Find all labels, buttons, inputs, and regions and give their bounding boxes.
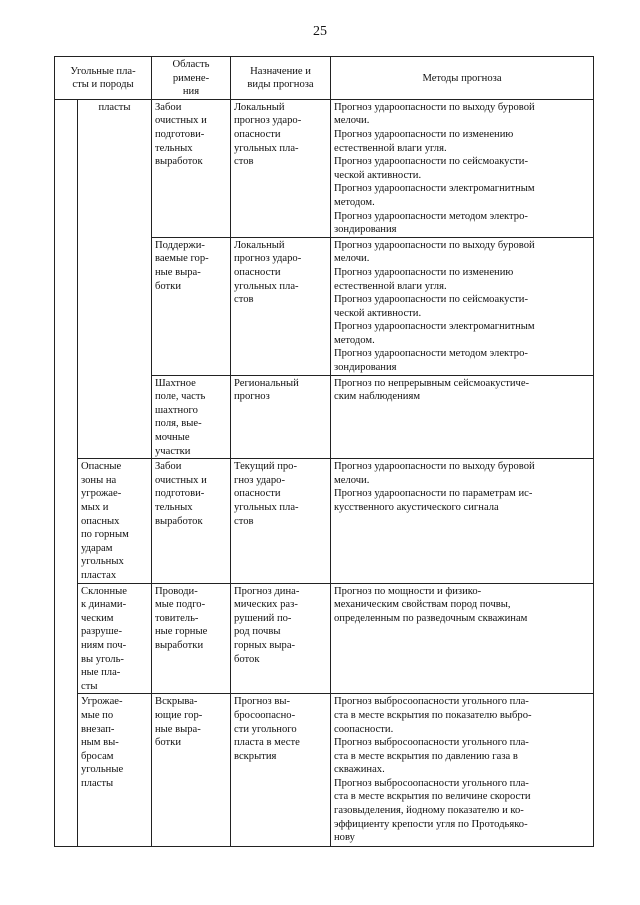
cell-area: Поддержи- ваемые гор- ные выра- ботки [152, 237, 231, 375]
cell-methods: Прогноз удароопасности по выходу буровой мелочи. Прогноз удароопасности по изменению естественной влаги угля. Прогноз удароопасности по сейсмоакусти- ческой активности. Прогноз удароопасности электромагнитным методом. Прогноз удароопасности методом электро- зондирования [331, 99, 594, 237]
cell-methods: Прогноз удароопасности по выходу буровой мелочи. Прогноз удароопасности по параметрам ис- кусственного акустического сигнала [331, 459, 594, 583]
cell-purpose: Прогноз дина- мических раз- рушений по- род почвы горных выра- боток [231, 583, 331, 694]
cell-seams: Опасные зоны на угрожае- мых и опасных по горным ударам угольных пластах [78, 459, 152, 583]
table-row [55, 459, 594, 583]
page-number: 25 [313, 24, 327, 39]
cell-methods: Прогноз по непрерывным сейсмоакустиче- ским наблюдениям [331, 375, 594, 459]
cell-methods: Прогноз выбросоопасности угольного пла- ста в месте вскрытия по показателю выбро- соопасности. Прогноз выбросоопасности угольного пла- ста в месте вскрытия по давлению газа в скважинах. Прогноз выбросоопасности угольного пла- ста в месте вскрытия по величине скорости газовыделения, йодному показателю и ко- эффициенту крепости угля по Протодьяко- нову [331, 694, 594, 847]
table-row [55, 583, 594, 694]
cell-methods: Прогноз по мощности и физико- механическим свойствам пород почвы, определенным по разведочным скважинам [331, 583, 594, 694]
forecast-methods-table [54, 56, 594, 847]
cell-area: Забои очистных и подготови- тельных выработок [152, 99, 231, 237]
cell-purpose: Региональный прогноз [231, 375, 331, 459]
cell-seams: Угрожае- мые по внезап- ным вы- бросам угольные пласты [78, 694, 152, 847]
header-methods: Методы прогноза [331, 57, 594, 100]
cell-methods: Прогноз удароопасности по выходу буровой мелочи. Прогноз удароопасности по изменению естественной влаги угля. Прогноз удароопасности по сейсмоакусти- ческой активности. Прогноз удароопасности электромагнитным методом. Прогноз удароопасности методом электро- зондирования [331, 237, 594, 375]
cell-purpose: Прогноз вы- бросоопасно- сти угольного пласта в месте вскрытия [231, 694, 331, 847]
header-purpose: Назначение и виды прогноза [231, 57, 331, 100]
table-row [55, 99, 594, 237]
cell-area: Забои очистных и подготови- тельных выработок [152, 459, 231, 583]
cell-area: Шахтное поле, часть шахтного поля, вые- мочные участки [152, 375, 231, 459]
cell-purpose: Локальный прогноз ударо- опасности угольных пла- стов [231, 99, 331, 237]
table-row [55, 694, 594, 847]
left-margin-column [55, 99, 78, 847]
cell-purpose: Локальный прогноз ударо- опасности угольных пла- стов [231, 237, 331, 375]
cell-seams: Склонные к динами- ческим разруше- ниям поч- вы уголь- ные пла- сты [78, 583, 152, 694]
table-header-row [55, 57, 594, 100]
cell-area: Проводи- мые подго- товитель- ные горные выработки [152, 583, 231, 694]
header-area: Область римене- ния [152, 57, 231, 100]
header-seams: Угольные пла- сты и породы [55, 57, 152, 100]
cell-purpose: Текущий про- гноз ударо- опасности угольных пла- стов [231, 459, 331, 583]
cell-area: Вскрыва- ющие гор- ные выра- ботки [152, 694, 231, 847]
cell-seams: пласты [78, 99, 152, 458]
